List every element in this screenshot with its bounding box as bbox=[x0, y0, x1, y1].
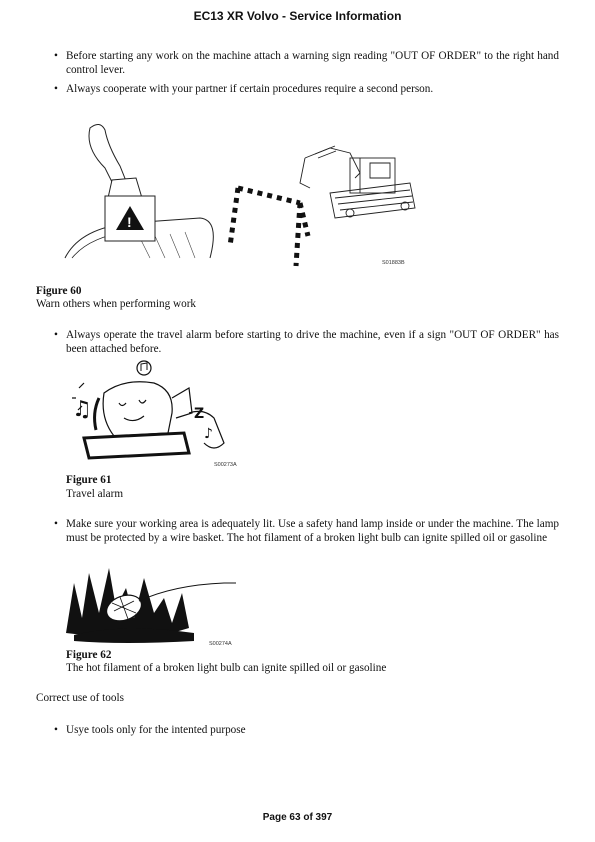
figure-62-caption: The hot filament of a broken light bulb can ignite spilled oil or gasoline bbox=[66, 662, 387, 674]
figure-62-illustration bbox=[64, 563, 254, 648]
bullet-dot: • bbox=[54, 50, 58, 62]
bullet-dot: • bbox=[54, 518, 58, 530]
svg-text:♪: ♪ bbox=[204, 426, 213, 442]
figure-61-illustration bbox=[64, 358, 254, 473]
bullet-travel-alarm bbox=[54, 329, 559, 356]
bullet-dot: • bbox=[54, 329, 58, 341]
section-heading-tools: Correct use of tools bbox=[36, 692, 124, 704]
bullet-text: Before starting any work on the machine attach a warning sign reading "OUT OF ORDER" to the right hand control lever. bbox=[66, 50, 559, 76]
figure-60-title: Figure 60 bbox=[36, 285, 82, 297]
bullet-cooperate bbox=[54, 83, 559, 97]
bullet-text: Always cooperate with your partner if certain procedures require a second person. bbox=[66, 83, 434, 95]
svg-text:!: ! bbox=[127, 214, 132, 230]
figure-61-caption: Travel alarm bbox=[66, 488, 124, 500]
bullet-dot: • bbox=[54, 724, 58, 736]
bullet-working-area-lit bbox=[54, 518, 559, 545]
bullet-text: Usye tools only for the intented purpose bbox=[66, 724, 246, 736]
figure-61-code: S00273A bbox=[214, 462, 237, 468]
figure-61-title: Figure 61 bbox=[66, 474, 112, 486]
bullet-text: Make sure your working area is adequately lit. Use a safety hand lamp inside or under the machine. The lamp must be protected by a wire basket. The hot filament of a broken light bulb can ignite spilled oil or gasoline bbox=[66, 518, 559, 544]
bullet-tools-purpose bbox=[54, 724, 559, 738]
figure-60-caption: Warn others when performing work bbox=[36, 298, 197, 310]
bullet-text: Always operate the travel alarm before starting to drive the machine, even if a sign "OUT OF ORDER" has been attached before. bbox=[66, 329, 559, 355]
page-footer-number: Page 63 of 397 bbox=[262, 812, 333, 823]
figure-62-title: Figure 62 bbox=[66, 649, 112, 661]
page-header-title: EC13 XR Volvo - Service Information bbox=[193, 9, 402, 23]
figure-60-illustration bbox=[60, 118, 420, 268]
figure-60-code: S01883B bbox=[382, 260, 405, 266]
svg-text:Z: Z bbox=[194, 406, 205, 422]
svg-text:♫: ♫ bbox=[72, 397, 92, 422]
bullet-dot: • bbox=[54, 83, 58, 95]
figure-62-code: S00274A bbox=[209, 641, 232, 647]
bullet-out-of-order bbox=[54, 50, 559, 77]
